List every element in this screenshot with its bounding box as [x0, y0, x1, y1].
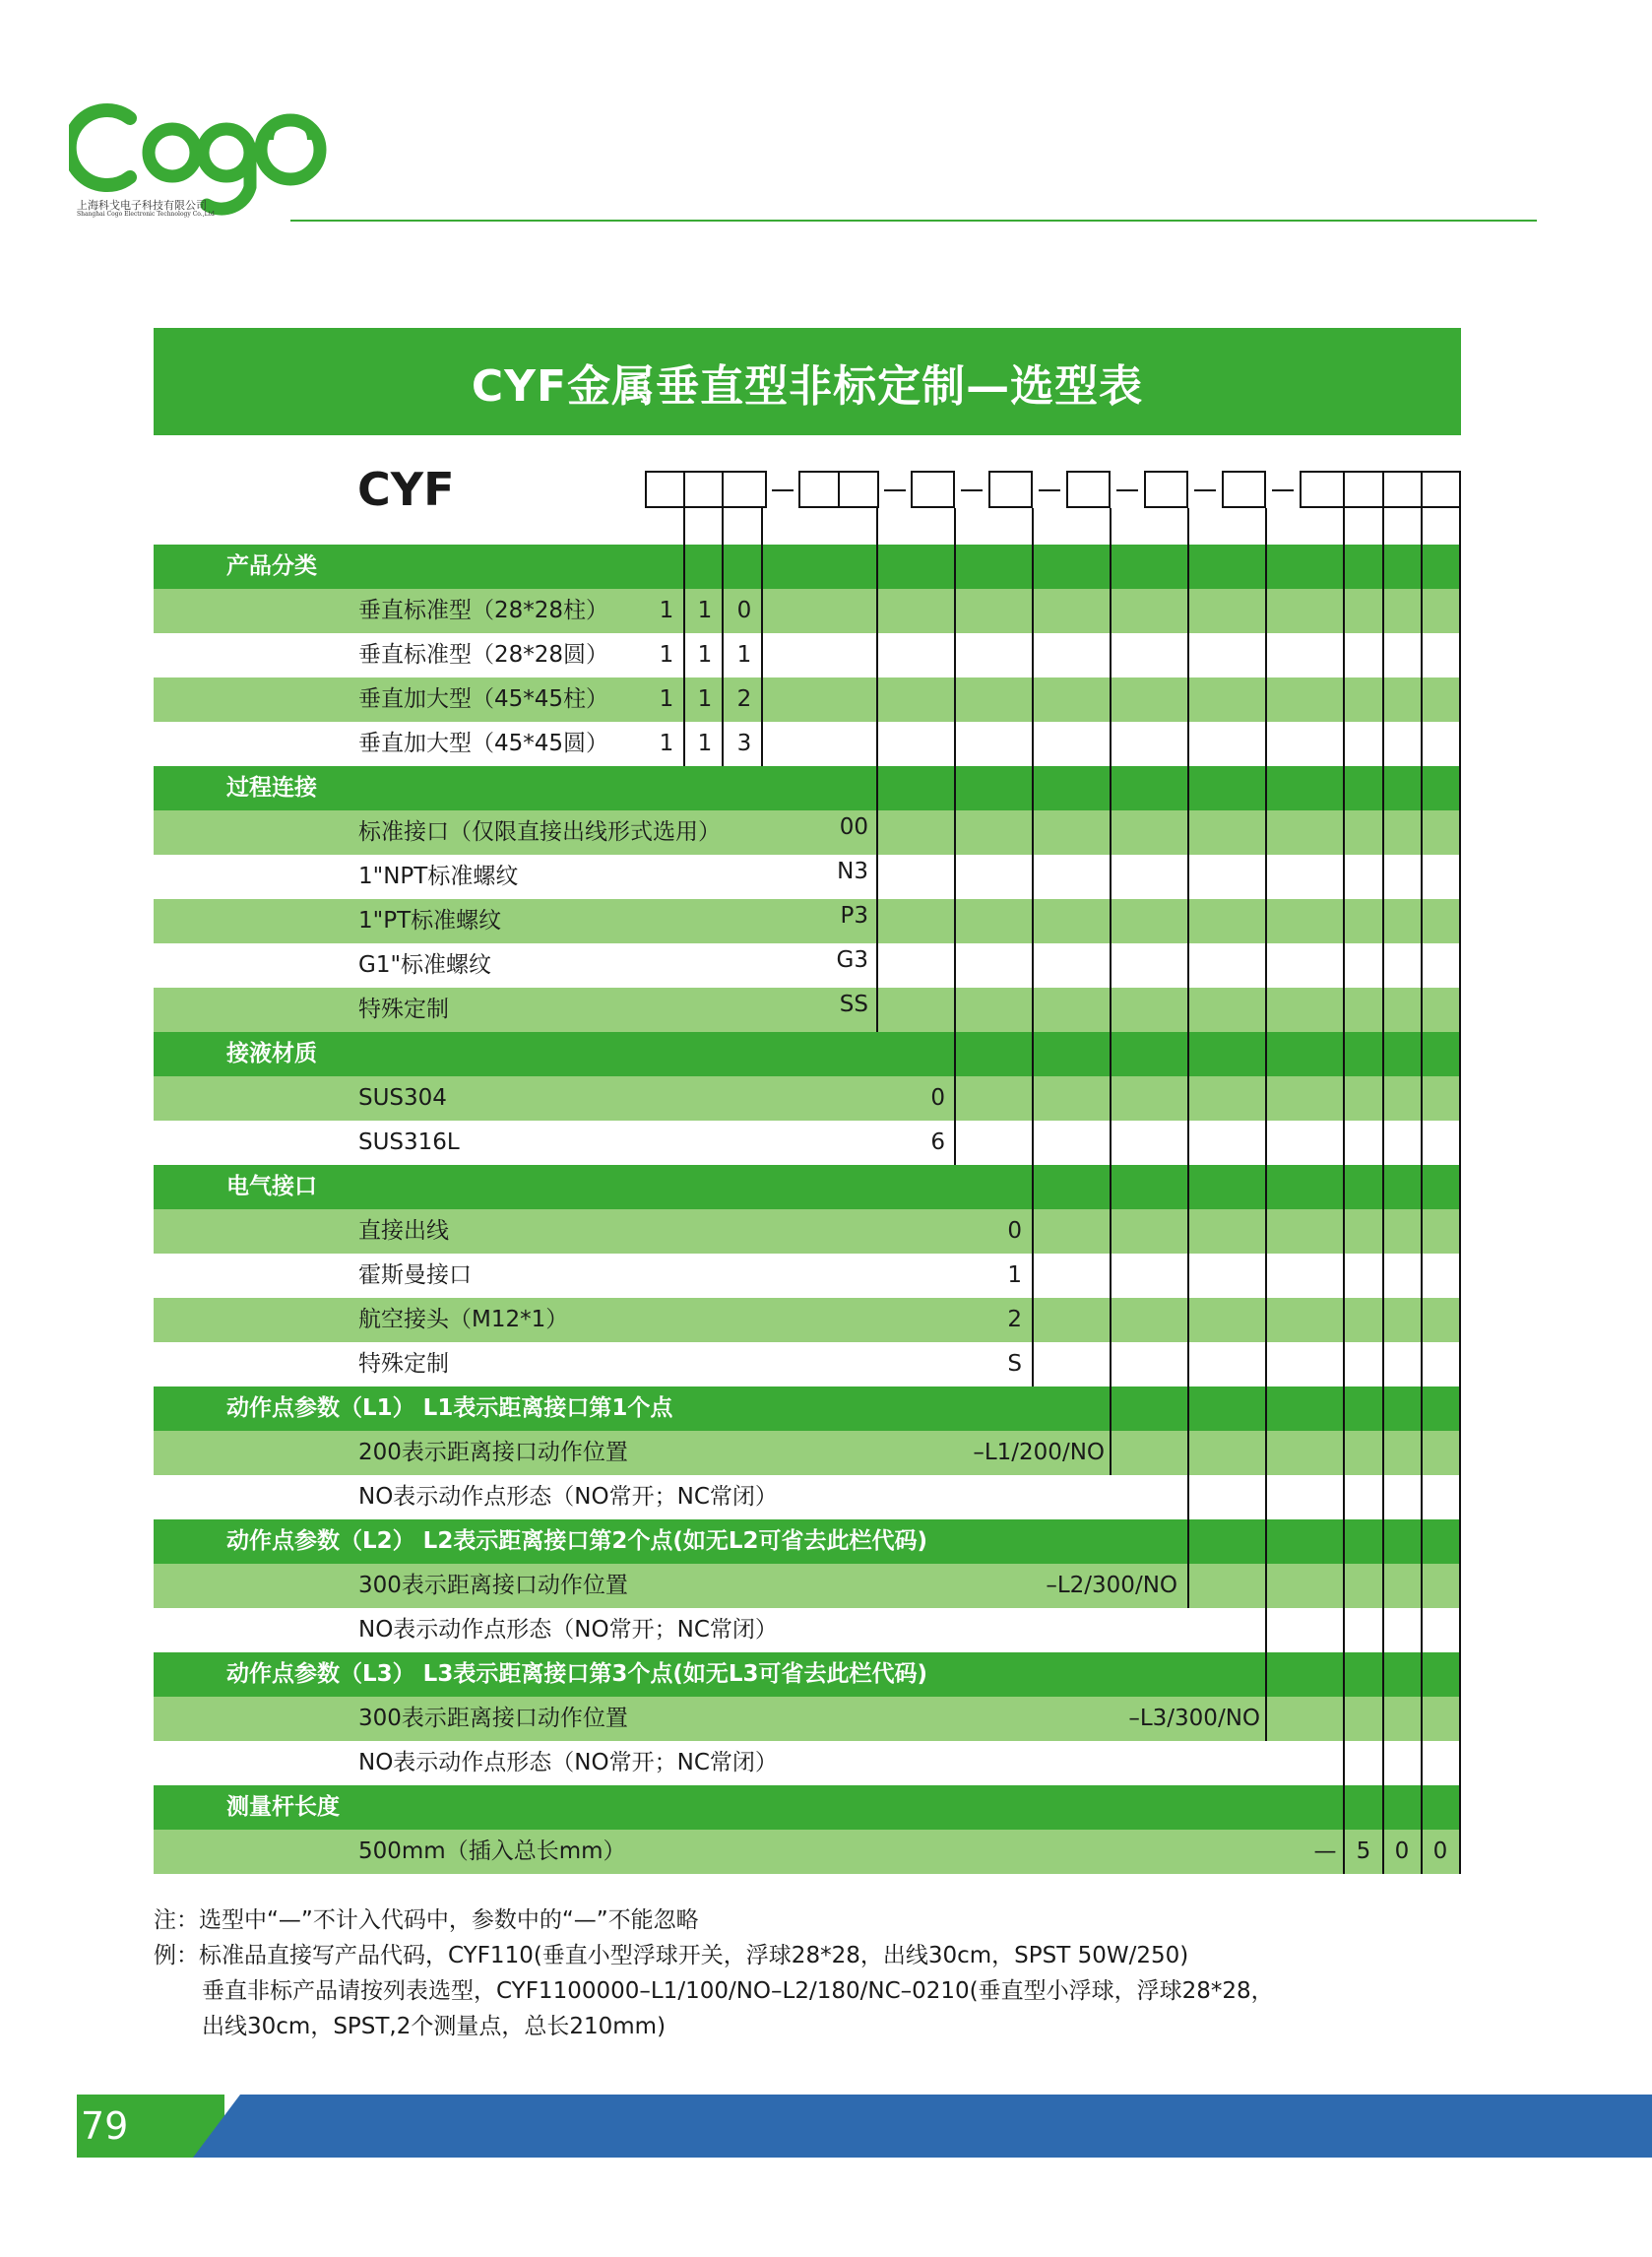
option-code: SS [839, 992, 868, 1017]
option-code: 0 [1007, 1218, 1022, 1244]
option-code: 2 [1007, 1307, 1022, 1332]
option-code: –L3/300/NO [1128, 1706, 1260, 1731]
section-header-l2: 动作点参数（L2） L2表示距离接口第2个点(如无L2可省去此栏代码) [154, 1519, 1461, 1564]
section-header-l1: 动作点参数（L1） L1表示距离接口第1个点 [154, 1386, 1461, 1431]
option-code: 00 [839, 814, 868, 840]
guide-line [1110, 508, 1112, 1475]
code-box-l2 [1144, 471, 1188, 508]
code-dash [1116, 489, 1138, 491]
option-code: 5 [1356, 1838, 1371, 1864]
guide-line [1265, 508, 1267, 1741]
example-line: 垂直非标产品请按列表选型，CYF1100000–L1/100/NO–L2/180/NC–0210(垂直型小浮球，浮球28*28， [202, 1978, 1274, 2004]
guide-line [1343, 508, 1345, 1874]
option-code: 0 [1432, 1838, 1448, 1864]
code-dash [884, 489, 906, 491]
option-row: 300表示距离接口动作位置 [154, 1697, 1461, 1741]
option-code: P3 [840, 903, 868, 929]
option-row: NO表示动作点形态（NO常开；NC常闭） [154, 1608, 1461, 1652]
box-divider [1382, 471, 1384, 508]
guide-line [876, 508, 878, 1032]
section-header-probe-length: 测量杆长度 [154, 1785, 1461, 1830]
company-name-en: Shanghai Cogo Electronic Technology Co.,Ltd [77, 211, 215, 218]
example-line: 出线30cm，SPST,2个测量点，总长210mm) [202, 2014, 667, 2039]
header-rule [290, 220, 1537, 222]
option-code: 1 [697, 731, 713, 756]
option-code: 0 [930, 1085, 945, 1111]
guide-line [1459, 508, 1461, 1874]
footer-bar [193, 2095, 1652, 2158]
option-code: –L2/300/NO [1046, 1573, 1177, 1598]
option-row: 500mm（插入总长mm） [154, 1830, 1461, 1874]
option-row: 300表示距离接口动作位置 [154, 1564, 1461, 1608]
option-code: 1 [697, 686, 713, 712]
box-divider [838, 471, 840, 508]
section-header-electrical: 电气接口 [154, 1165, 1461, 1209]
code-box-l1 [1066, 471, 1111, 508]
option-row: 1"PT标准螺纹 [154, 899, 1461, 943]
code-dash [772, 489, 794, 491]
option-code: 0 [1394, 1838, 1410, 1864]
note-line: 注：选型中“—”不计入代码中，参数中的“—”不能忽略 [154, 1907, 699, 1933]
option-row: 垂直加大型（45*45圆） [154, 722, 1461, 766]
option-code: S [1007, 1351, 1022, 1377]
guide-line [1421, 508, 1423, 1874]
option-code: 1 [697, 642, 713, 668]
section-header-product-type: 产品分类 [154, 545, 1461, 589]
page-number: 79 [81, 2104, 129, 2148]
box-divider [1343, 471, 1345, 508]
option-row: 霍斯曼接口 [154, 1254, 1461, 1298]
option-code: 1 [1007, 1262, 1022, 1288]
model-prefix: CYF [357, 463, 455, 516]
option-row: 垂直标准型（28*28圆） [154, 633, 1461, 677]
code-dash [1194, 489, 1216, 491]
box-divider [1421, 471, 1423, 508]
option-code: 6 [930, 1129, 945, 1155]
option-code: 3 [736, 731, 752, 756]
guide-line [1032, 508, 1034, 1386]
option-code: 1 [659, 731, 674, 756]
option-code: G3 [836, 947, 868, 973]
option-row: 标准接口（仅限直接出线形式选用） [154, 810, 1461, 855]
section-header-wetted-material: 接液材质 [154, 1032, 1461, 1076]
example-line: 例：标准品直接写产品代码，CYF110(垂直小型浮球开关，浮球28*28，出线30cm，SPST 50W/250) [154, 1943, 1189, 1968]
option-row: 垂直加大型（45*45柱） [154, 677, 1461, 722]
option-row: NO表示动作点形态（NO常开；NC常闭） [154, 1475, 1461, 1519]
code-box-length [1300, 471, 1461, 508]
option-row: 200表示距离接口动作位置 [154, 1431, 1461, 1475]
option-code: 1 [659, 598, 674, 623]
option-code: 1 [659, 686, 674, 712]
option-code: 2 [736, 686, 752, 712]
guide-line [761, 508, 763, 766]
option-row: SUS316L [154, 1121, 1461, 1165]
guide-line [722, 508, 724, 766]
option-row: 直接出线 [154, 1209, 1461, 1254]
section-header-process-connection: 过程连接 [154, 766, 1461, 810]
guide-line [1382, 508, 1384, 1874]
option-code: –L1/200/NO [973, 1440, 1105, 1465]
option-row: NO表示动作点形态（NO常开；NC常闭） [154, 1741, 1461, 1785]
code-dash [961, 489, 983, 491]
option-row: 特殊定制 [154, 1342, 1461, 1386]
box-divider [683, 471, 685, 508]
page-title: CYF金属垂直型非标定制—选型表 [154, 328, 1461, 435]
option-row: 特殊定制 [154, 988, 1461, 1032]
code-box-material [911, 471, 955, 508]
guide-line [1187, 508, 1189, 1608]
option-code: 1 [659, 642, 674, 668]
option-code: 1 [697, 598, 713, 623]
code-dash [1272, 489, 1294, 491]
box-divider [722, 471, 724, 508]
option-row: 航空接头（M12*1） [154, 1298, 1461, 1342]
option-code: N3 [837, 859, 868, 884]
code-box-product [645, 471, 767, 508]
guide-line [954, 508, 956, 1165]
option-code: 1 [736, 642, 752, 668]
code-box-l3 [1222, 471, 1266, 508]
code-box-electrical [988, 471, 1033, 508]
option-row: G1"标准螺纹 [154, 943, 1461, 988]
code-dash [1039, 489, 1060, 491]
option-code: — [1313, 1838, 1337, 1864]
option-row: 垂直标准型（28*28柱） [154, 589, 1461, 633]
option-row: SUS304 [154, 1076, 1461, 1121]
option-code: 0 [736, 598, 752, 623]
section-header-l3: 动作点参数（L3） L3表示距离接口第3个点(如无L3可省去此栏代码) [154, 1652, 1461, 1697]
company-name-cn: 上海科戈电子科技有限公司 [77, 199, 207, 212]
option-row: 1"NPT标准螺纹 [154, 855, 1461, 899]
guide-line [683, 508, 685, 766]
